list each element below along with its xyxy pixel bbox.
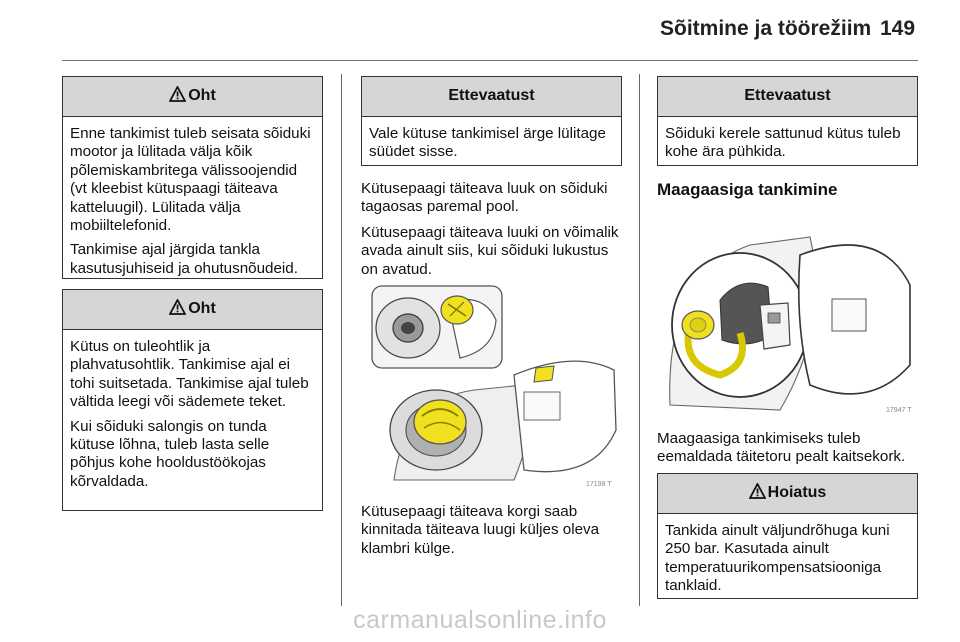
warning-box-title: Hoiatus bbox=[767, 484, 827, 501]
image-code: 17947 T bbox=[886, 407, 912, 414]
section-heading: Maagaasiga tankimine bbox=[657, 180, 838, 199]
page-title: Sõitmine ja töörežiim bbox=[660, 17, 872, 40]
paragraph: Maagaasiga tankimiseks tuleb eemaldada täitetoru pealt kaitsekork. bbox=[657, 430, 906, 466]
col2-text bbox=[361, 180, 626, 286]
warning-box bbox=[657, 473, 918, 599]
caption: Kütusepaagi täiteava korgi saab kinnitada täiteava luugi küljes oleva klambri külge. bbox=[361, 503, 600, 557]
page-header bbox=[0, 0, 960, 60]
danger-box-title: Oht bbox=[188, 300, 216, 317]
flap-label bbox=[524, 392, 560, 420]
warning-triangle-icon bbox=[169, 86, 186, 102]
warning-triangle-icon bbox=[749, 483, 766, 499]
paragraph: Kütus on tuleohtlik ja plahvatusohtlik. Tankimise ajal ei tohi suitsetada. Tankimise ajal tuleb vältida leegi või sädemete teket. bbox=[70, 338, 309, 411]
caution-text: Sõiduki kerele sattunud kütus tuleb kohe ära pühkida. bbox=[665, 125, 901, 161]
danger-box-body bbox=[63, 117, 322, 290]
warning-triangle-icon bbox=[169, 299, 186, 315]
paragraph: Kütusepaagi täiteava luuk on sõiduki tagaosas paremal pool. bbox=[361, 180, 608, 216]
caution-box-title: Ettevaatust bbox=[744, 87, 831, 104]
warning-box-body bbox=[658, 514, 917, 602]
column-divider-1 bbox=[341, 74, 342, 606]
paragraph: Enne tankimist tuleb seisata sõiduki mootor ja lülitada välja kõik põlemiskambritega välissoojendid (vt kleebist kütuspaagi täiteava katteluugil). Lülitada välja mobiiltelefonid. bbox=[70, 125, 311, 235]
danger-box-body bbox=[63, 330, 322, 503]
danger-box-2 bbox=[62, 289, 323, 511]
page-number: 149 bbox=[880, 17, 916, 40]
danger-box-header bbox=[63, 290, 322, 330]
warning-box-header bbox=[658, 474, 917, 514]
watermark: carmanualsonline.info bbox=[353, 606, 607, 634]
caution-box-body bbox=[658, 117, 917, 168]
column-divider-2 bbox=[639, 74, 640, 606]
caution-box bbox=[361, 76, 622, 166]
cng-filler-illustration bbox=[660, 215, 922, 420]
danger-box-header bbox=[63, 77, 322, 117]
paragraph: Kui sõiduki salongis on tunda kütuse lõhna, tuleb lasta selle põhjus kohe hooldustöökojas kõrvaldada. bbox=[70, 417, 270, 490]
fuel-filler-illustration bbox=[364, 280, 622, 490]
image-code: 17198 T bbox=[586, 481, 612, 488]
warning-text: Tankida ainult väljundrõhuga kuni 250 bar. Kasutada ainult temperatuurikompensatsiooniga tanklaid. bbox=[665, 522, 890, 595]
paragraph: Kütusepaagi täiteava luuki on võimalik avada ainult siis, kui sõiduki lukustus on avatud. bbox=[361, 223, 619, 278]
caution-box bbox=[657, 76, 918, 166]
caution-box-title: Ettevaatust bbox=[448, 87, 535, 104]
flap-label bbox=[832, 299, 866, 331]
caution-box-header bbox=[362, 77, 621, 117]
caution-box-body bbox=[362, 117, 621, 168]
cng-nozzle bbox=[760, 303, 790, 349]
col2-caption bbox=[361, 503, 626, 565]
header-divider bbox=[62, 60, 918, 61]
col3-text bbox=[657, 430, 922, 474]
danger-box-title: Oht bbox=[188, 87, 216, 104]
caution-box-header bbox=[658, 77, 917, 117]
caution-text: Vale kütuse tankimisel ärge lülitage süüdet sisse. bbox=[369, 125, 606, 161]
danger-box-1 bbox=[62, 76, 323, 279]
paragraph: Tankimise ajal järgida tankla kasutusjuhiseid ja ohutusnõudeid. bbox=[70, 241, 298, 277]
